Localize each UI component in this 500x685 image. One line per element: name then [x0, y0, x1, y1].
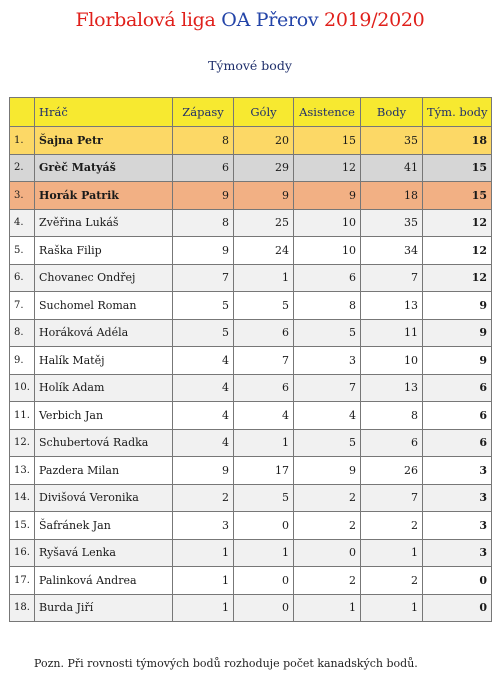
goals-cell: 24: [234, 237, 294, 265]
goals-cell: 1: [234, 429, 294, 457]
team-points-cell: 0: [423, 567, 492, 595]
header-rank: [10, 98, 35, 127]
player-rank: 14.: [10, 484, 35, 512]
player-name: Šajna Petr: [35, 127, 173, 155]
player-name: Šafránek Jan: [35, 512, 173, 540]
points-cell: 1: [361, 594, 423, 622]
assists-cell: 8: [294, 292, 361, 320]
player-name: Horák Patrik: [35, 182, 173, 210]
games-cell: 5: [173, 292, 234, 320]
team-points-cell: 6: [423, 402, 492, 430]
table-row: [10, 127, 492, 155]
assists-cell: 6: [294, 264, 361, 292]
team-points-cell: 3: [423, 539, 492, 567]
table-row: [10, 402, 492, 430]
header-team-points: Tým. body: [423, 98, 492, 127]
assists-cell: 7: [294, 374, 361, 402]
assists-cell: 12: [294, 154, 361, 182]
assists-cell: 10: [294, 209, 361, 237]
team-points-cell: 12: [423, 264, 492, 292]
assists-cell: 3: [294, 347, 361, 375]
games-cell: 4: [173, 347, 234, 375]
standings-table: [9, 97, 492, 622]
points-cell: 35: [361, 127, 423, 155]
player-name: Ryšavá Lenka: [35, 539, 173, 567]
goals-cell: 0: [234, 512, 294, 540]
player-name: Suchomel Roman: [35, 292, 173, 320]
player-name: Grèč Matyáš: [35, 154, 173, 182]
games-cell: 9: [173, 457, 234, 485]
points-cell: 10: [361, 347, 423, 375]
goals-cell: 5: [234, 484, 294, 512]
games-cell: 4: [173, 374, 234, 402]
player-name: Divišová Veronika: [35, 484, 173, 512]
team-points-cell: 15: [423, 154, 492, 182]
player-name: Palinková Andrea: [35, 567, 173, 595]
player-rank: 10.: [10, 374, 35, 402]
games-cell: 9: [173, 182, 234, 210]
goals-cell: 0: [234, 594, 294, 622]
player-rank: 16.: [10, 539, 35, 567]
player-rank: 11.: [10, 402, 35, 430]
games-cell: 8: [173, 127, 234, 155]
header-assists: Asistence: [294, 98, 361, 127]
points-cell: 18: [361, 182, 423, 210]
points-cell: 26: [361, 457, 423, 485]
player-rank: 15.: [10, 512, 35, 540]
goals-cell: 1: [234, 539, 294, 567]
player-rank: 7.: [10, 292, 35, 320]
assists-cell: 4: [294, 402, 361, 430]
assists-cell: 9: [294, 182, 361, 210]
games-cell: 5: [173, 319, 234, 347]
table-row: [10, 512, 492, 540]
points-cell: 2: [361, 567, 423, 595]
goals-cell: 0: [234, 567, 294, 595]
player-name: Zvěřina Lukáš: [35, 209, 173, 237]
team-points-cell: 18: [423, 127, 492, 155]
player-rank: 12.: [10, 429, 35, 457]
team-points-cell: 9: [423, 347, 492, 375]
points-cell: 6: [361, 429, 423, 457]
points-cell: 2: [361, 512, 423, 540]
player-rank: 3.: [10, 182, 35, 210]
assists-cell: 5: [294, 429, 361, 457]
assists-cell: 5: [294, 319, 361, 347]
assists-cell: 0: [294, 539, 361, 567]
assists-cell: 2: [294, 512, 361, 540]
games-cell: 1: [173, 594, 234, 622]
goals-cell: 9: [234, 182, 294, 210]
table-row: [10, 182, 492, 210]
goals-cell: 7: [234, 347, 294, 375]
player-rank: 2.: [10, 154, 35, 182]
player-rank: 4.: [10, 209, 35, 237]
games-cell: 4: [173, 402, 234, 430]
games-cell: 7: [173, 264, 234, 292]
games-cell: 1: [173, 539, 234, 567]
table-row: [10, 539, 492, 567]
player-name: Chovanec Ondřej: [35, 264, 173, 292]
team-points-cell: 9: [423, 292, 492, 320]
team-points-cell: 15: [423, 182, 492, 210]
table-row: [10, 347, 492, 375]
goals-cell: 17: [234, 457, 294, 485]
assists-cell: 1: [294, 594, 361, 622]
player-rank: 17.: [10, 567, 35, 595]
title-league: Florbalová liga: [75, 9, 222, 31]
games-cell: 8: [173, 209, 234, 237]
header-points: Body: [361, 98, 423, 127]
points-cell: 13: [361, 292, 423, 320]
assists-cell: 15: [294, 127, 361, 155]
team-points-cell: 3: [423, 484, 492, 512]
goals-cell: 25: [234, 209, 294, 237]
header-goals: Góly: [234, 98, 294, 127]
player-name: Raška Filip: [35, 237, 173, 265]
points-cell: 7: [361, 264, 423, 292]
assists-cell: 10: [294, 237, 361, 265]
team-points-cell: 0: [423, 594, 492, 622]
table-row: [10, 237, 492, 265]
table-row: [10, 594, 492, 622]
table-header-row: [10, 98, 492, 127]
games-cell: 4: [173, 429, 234, 457]
team-points-cell: 9: [423, 319, 492, 347]
team-points-cell: 6: [423, 429, 492, 457]
player-name: Halík Matěj: [35, 347, 173, 375]
player-name: Horáková Adéla: [35, 319, 173, 347]
title-season: 2019/2020: [324, 9, 425, 31]
games-cell: 6: [173, 154, 234, 182]
goals-cell: 6: [234, 374, 294, 402]
points-cell: 8: [361, 402, 423, 430]
table-row: [10, 209, 492, 237]
table-row: [10, 484, 492, 512]
goals-cell: 5: [234, 292, 294, 320]
team-points-cell: 12: [423, 209, 492, 237]
page-title: [0, 9, 500, 31]
title-school: OA Přerov: [221, 9, 325, 31]
player-rank: 6.: [10, 264, 35, 292]
header-player: Hráč: [35, 98, 173, 127]
header-games: Zápasy: [173, 98, 234, 127]
table-row: [10, 429, 492, 457]
goals-cell: 6: [234, 319, 294, 347]
games-cell: 3: [173, 512, 234, 540]
goals-cell: 20: [234, 127, 294, 155]
team-points-cell: 3: [423, 457, 492, 485]
points-cell: 13: [361, 374, 423, 402]
points-cell: 1: [361, 539, 423, 567]
table-row: [10, 264, 492, 292]
goals-cell: 1: [234, 264, 294, 292]
points-cell: 7: [361, 484, 423, 512]
assists-cell: 2: [294, 484, 361, 512]
table-row: [10, 457, 492, 485]
team-points-cell: 3: [423, 512, 492, 540]
points-cell: 41: [361, 154, 423, 182]
player-name: Burda Jiří: [35, 594, 173, 622]
points-cell: 11: [361, 319, 423, 347]
assists-cell: 2: [294, 567, 361, 595]
table-row: [10, 154, 492, 182]
player-rank: 13.: [10, 457, 35, 485]
games-cell: 2: [173, 484, 234, 512]
player-rank: 18.: [10, 594, 35, 622]
player-name: Schubertová Radka: [35, 429, 173, 457]
goals-cell: 29: [234, 154, 294, 182]
player-rank: 1.: [10, 127, 35, 155]
points-cell: 34: [361, 237, 423, 265]
player-name: Pazdera Milan: [35, 457, 173, 485]
page-subtitle: Týmové body: [208, 58, 292, 73]
assists-cell: 9: [294, 457, 361, 485]
table-row: [10, 374, 492, 402]
player-name: Holík Adam: [35, 374, 173, 402]
player-rank: 5.: [10, 237, 35, 265]
games-cell: 1: [173, 567, 234, 595]
player-name: Verbich Jan: [35, 402, 173, 430]
games-cell: 9: [173, 237, 234, 265]
points-cell: 35: [361, 209, 423, 237]
table-row: [10, 567, 492, 595]
table-row: [10, 319, 492, 347]
table-row: [10, 292, 492, 320]
team-points-cell: 12: [423, 237, 492, 265]
player-rank: 8.: [10, 319, 35, 347]
table-body: [10, 127, 492, 622]
goals-cell: 4: [234, 402, 294, 430]
footnote: Pozn. Při rovnosti týmových bodů rozhoduje počet kanadských bodů.: [34, 657, 418, 670]
player-rank: 9.: [10, 347, 35, 375]
team-points-cell: 6: [423, 374, 492, 402]
